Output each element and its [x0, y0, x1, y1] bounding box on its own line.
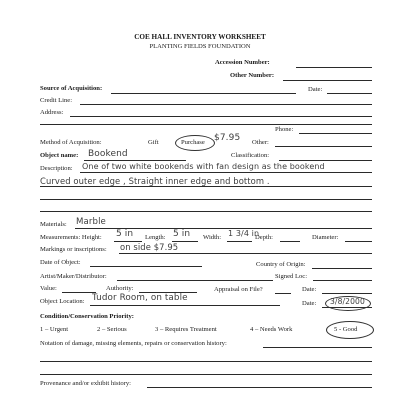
markings-value[interactable]: on side $7.95 [120, 242, 179, 252]
other-number-field[interactable] [283, 80, 372, 81]
method-purchase-option[interactable]: Purchase [181, 139, 205, 146]
object-location-label: Object Location: [40, 298, 85, 305]
description-value-line1[interactable]: One of two white bookends with fan design as the bookend [82, 162, 325, 171]
object-name-label: Object name: [40, 152, 79, 159]
address-field-line2[interactable] [40, 124, 372, 125]
object-location-field[interactable] [90, 305, 280, 306]
appraisal-on-file-field[interactable] [275, 293, 291, 294]
country-of-origin-label: Country of Origin: [256, 261, 306, 268]
damage-notation-label: Notation of damage, missing elements, repairs or conservation history: [40, 340, 227, 347]
artist-maker-label: Artist/Maker/Distributor: [40, 273, 107, 280]
accession-number-label: Accession Number: [215, 59, 270, 66]
credit-line-label: Credit Line: [40, 97, 73, 104]
markings-label: Markings or inscriptions: [40, 246, 107, 253]
diameter-label: Diameter: [312, 234, 339, 241]
accession-number-field[interactable] [296, 67, 372, 68]
address-field-line1[interactable] [70, 116, 372, 117]
condition-option-urgent[interactable]: 1 – Urgent [40, 326, 69, 333]
artist-maker-field[interactable] [117, 280, 273, 281]
signed-loc-label: Signed Loc: [275, 273, 308, 280]
description-value-line2[interactable]: Curved outer edge , Straight inner edge and bottom . [40, 176, 270, 186]
source-of-acquisition-label: Source of Acquisition: [40, 85, 103, 92]
date-of-object-label: Date of Object: [40, 259, 81, 266]
width-field[interactable] [227, 241, 252, 242]
form-subtitle: PLANTING FIELDS FOUNDATION [149, 43, 251, 50]
depth-label: Depth: [255, 234, 273, 241]
condition-option-requires-treatment[interactable]: 3 – Requires Treatment [155, 326, 217, 333]
materials-label: Materials: [40, 221, 67, 228]
diameter-field[interactable] [345, 241, 372, 242]
measurements-height-label: Measurements: Height: [40, 234, 102, 241]
location-date-value[interactable]: 3/8/2000 [330, 297, 365, 306]
classification-field[interactable] [279, 160, 372, 161]
length-label: Length: [145, 234, 166, 241]
damage-notation-field-line3[interactable] [40, 374, 372, 375]
object-name-value[interactable]: Bookend [88, 149, 128, 159]
provenance-field[interactable] [147, 387, 372, 388]
classification-label: Classification: [231, 152, 270, 159]
method-other-field[interactable] [275, 146, 372, 147]
depth-field[interactable] [280, 241, 300, 242]
description-field-line3[interactable] [40, 199, 372, 200]
length-value[interactable]: 5 in [173, 229, 191, 239]
value-label: Value: [40, 285, 57, 292]
authority-label: Authority: [106, 285, 134, 292]
source-of-acquisition-field[interactable] [111, 93, 296, 94]
method-of-acquisition-label: Method of Acquisition: [40, 139, 102, 146]
method-other-label: Other: [252, 139, 269, 146]
country-of-origin-field[interactable] [312, 268, 372, 269]
description-label: Description: [40, 165, 73, 172]
address-label: Address: [40, 109, 64, 116]
purchase-price-value[interactable]: $7.95 [214, 133, 241, 143]
damage-notation-field-line1[interactable] [263, 347, 372, 348]
condition-option-needs-work[interactable]: 4 – Needs Work [250, 326, 293, 333]
form-title: COE HALL INVENTORY WORKSHEET [134, 33, 266, 41]
description-field-line2[interactable] [40, 186, 372, 187]
other-number-label: Other Number: [230, 72, 275, 79]
width-label: Width: [203, 234, 222, 241]
date-of-object-field[interactable] [90, 266, 202, 267]
markings-field[interactable] [119, 253, 372, 254]
appraisal-date-label: Date: [302, 286, 317, 293]
phone-field[interactable] [299, 133, 372, 134]
appraisal-on-file-label: Appraisal on File? [214, 286, 263, 293]
value-field[interactable] [62, 292, 96, 293]
source-date-field[interactable] [327, 93, 372, 94]
damage-notation-field-line2[interactable] [40, 361, 372, 362]
object-name-field[interactable] [84, 160, 186, 161]
height-value[interactable]: 5 in [116, 229, 134, 239]
description-field-line4[interactable] [40, 211, 372, 212]
condition-option-good[interactable]: 5 - Good [334, 326, 358, 333]
width-value[interactable]: 1 3/4 in [228, 229, 260, 238]
materials-value[interactable]: Marble [76, 217, 106, 227]
provenance-label: Provenance and/or exhibit history: [40, 380, 132, 387]
signed-loc-field[interactable] [313, 280, 372, 281]
location-date-label: Date: [302, 300, 317, 307]
condition-option-serious[interactable]: 2 – Serious [97, 326, 127, 333]
object-location-value[interactable]: Tudor Room, on table [92, 293, 188, 303]
appraisal-date-field[interactable] [322, 293, 372, 294]
credit-line-field[interactable] [80, 104, 372, 105]
description-field-line1[interactable] [80, 172, 372, 173]
phone-label: Phone: [275, 126, 294, 133]
source-date-label: Date: [308, 86, 323, 93]
method-gift-option[interactable]: Gift [148, 139, 159, 146]
condition-priority-label: Condition/Conservation Priority: [40, 313, 134, 320]
